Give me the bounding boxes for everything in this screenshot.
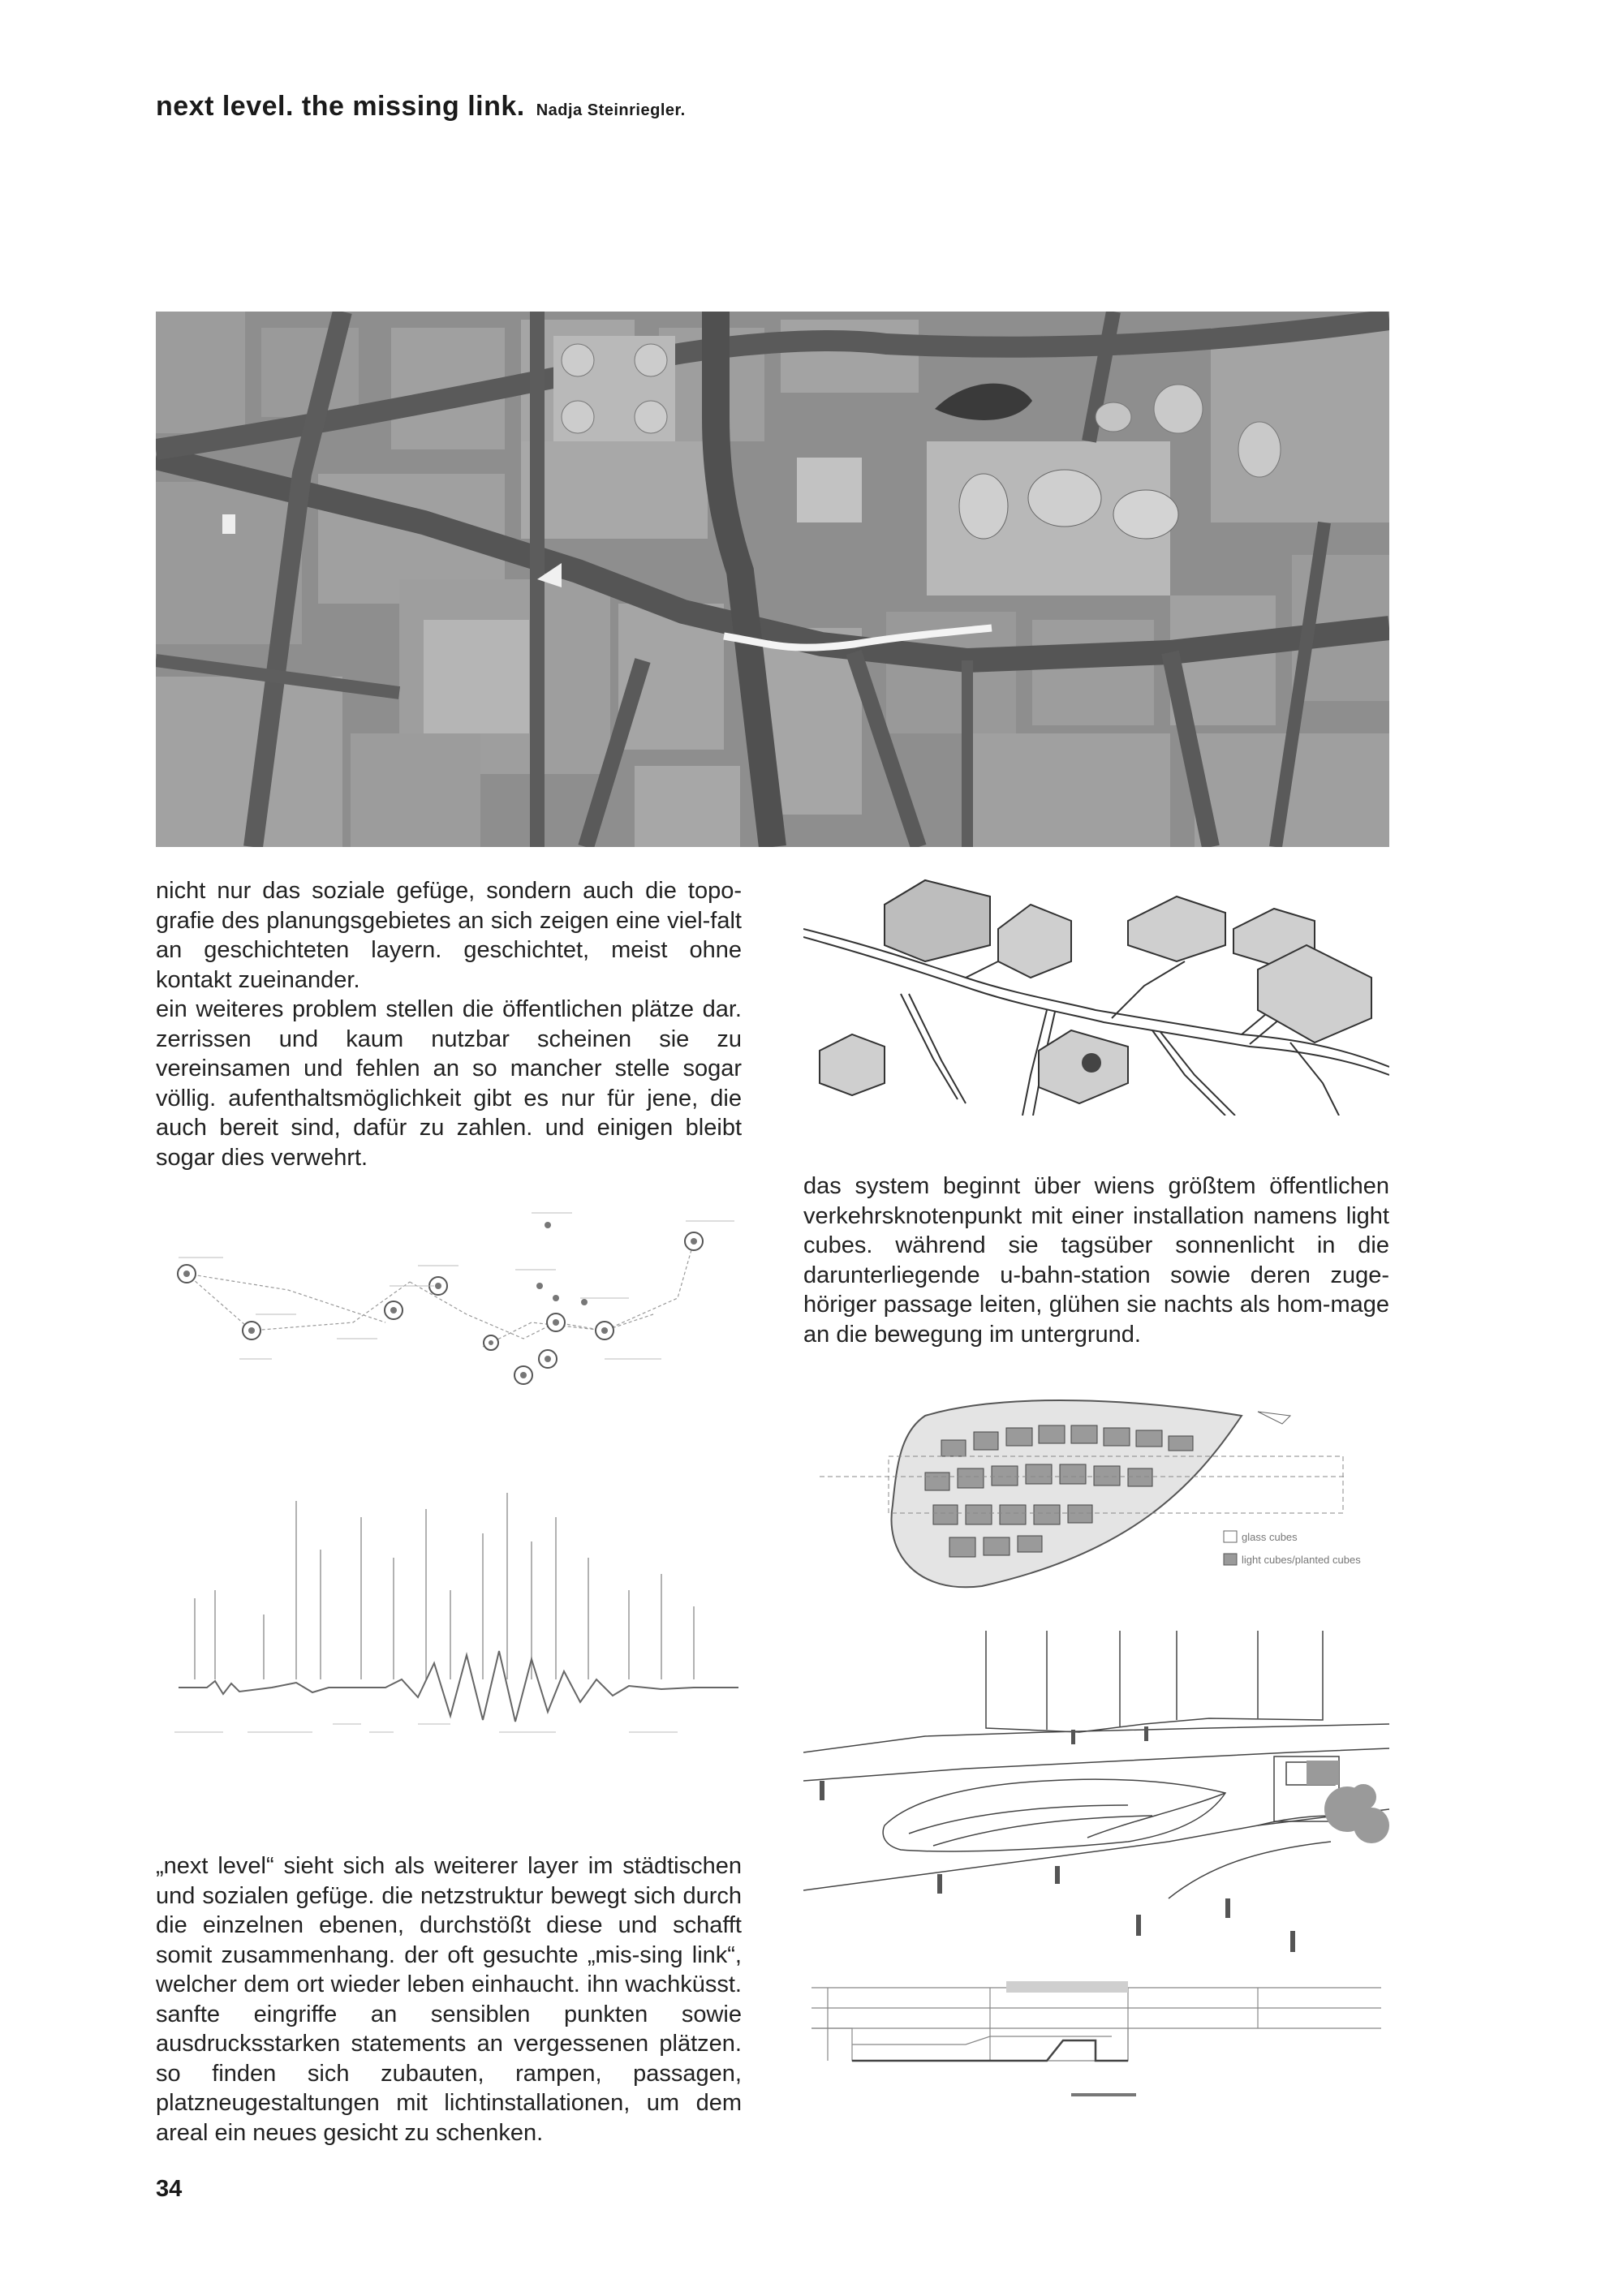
- intro-paragraph: nicht nur das soziale gefüge, sondern auch die topo-grafie des planungsgebietes an sich zeigen eine viel-falt an geschichteten layern. geschichtet, meist ohne kontakt zueinander. ein weiteres problem stellen die öffentlichen plätze dar. zerrissen und kaum nutzbar scheinen sie zu vereinsamen und fehlen an so mancher stelle sogar völlig. aufenthaltsmöglichkeit gibt es nur für jene, die auch bereit sind, dafür zu zahlen. und einigen bleibt sogar dies verwehrt.: [156, 878, 742, 1171]
- legend-glass-cubes: glass cubes: [1242, 1531, 1298, 1543]
- section-drawing: [803, 1971, 1389, 2118]
- glass-cube-legend-swatch: [1224, 1531, 1237, 1542]
- perspective-sketch: [803, 1623, 1389, 1963]
- light-cubes-paragraph: das system beginnt über wiens größtem öffentlichen verkehrsknotenpunkt mit einer installation namens light cubes. während sie tagsüber sonnenlicht in die darunterliegende u-bahn-station sowie deren zuge-höriger passage leiten, glühen sie nachts als hom-mage an die bewegung im untergrund.: [803, 1173, 1389, 1348]
- author-name: Nadja Steinriegler.: [536, 101, 686, 119]
- legend-light-cubes: light cubes/planted cubes: [1242, 1554, 1361, 1566]
- light-cubes-plan: [803, 1391, 1389, 1610]
- waveform-diagram: [174, 1485, 743, 1777]
- light-cube-legend-swatch: [1224, 1554, 1237, 1565]
- page-number: 34: [156, 2176, 183, 2202]
- network-sketch: [803, 872, 1389, 1116]
- site-plan-map: [156, 312, 1389, 847]
- title-text: next level. the missing link.: [156, 91, 525, 122]
- next-level-paragraph: „next level“ sieht sich als weiterer layer im städtischen und sozialen gefüge. die netzstruktur bewegt sich durch die einzelnen ebenen, durchstößt diese und schafft somit zusammenhang. der oft gesuchte „mis-sing link“, welcher dem ort wieder leben einhaucht. ihn wachküsst. sanfte eingriffe an sensiblen punkten sowie ausdrucksstarken statements an vergessenen plätzen. so finden sich zubauten, rampen, passagen, platzneugestaltungen mit lichtinstallationen, um dem areal ein neues gesicht zu schenken.: [156, 1853, 742, 2146]
- network-diagram: [174, 1209, 743, 1395]
- article-title: [156, 91, 686, 123]
